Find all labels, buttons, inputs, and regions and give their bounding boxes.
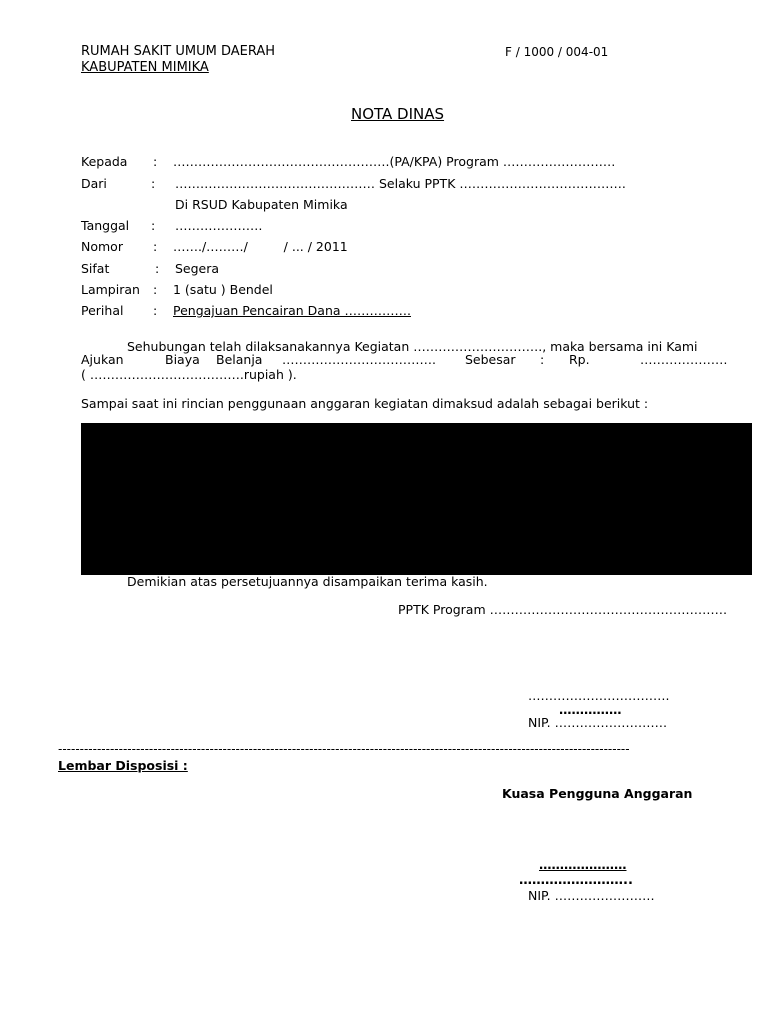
tanggal-colon: : bbox=[151, 218, 156, 233]
signature-name-dots: ……………………………. bbox=[528, 688, 670, 703]
signature-nip: NIP. ……………………… bbox=[528, 715, 668, 730]
paragraph-word-belanja: Belanja bbox=[216, 352, 263, 367]
paragraph-line-3: ( ……………………………….rupiah ). bbox=[81, 367, 297, 382]
kpa-nip: NIP. …………………… bbox=[528, 888, 655, 903]
closing-line: Demikian atas persetujuannya disampaikan terima kasih. bbox=[127, 574, 488, 589]
perihal-colon: : bbox=[153, 303, 158, 318]
document-title: NOTA DINAS bbox=[351, 105, 445, 123]
nomor-value: ……./………/ / ... / 2011 bbox=[173, 239, 348, 254]
tanggal-label: Tanggal bbox=[81, 218, 130, 233]
sifat-value: Segera bbox=[175, 261, 220, 276]
kpa-signature-dots: ………………… bbox=[539, 857, 627, 872]
paragraph-colon: : bbox=[540, 352, 545, 367]
kepada-value: …………………………………………….(PA/KPA) Program ……………………… bbox=[173, 154, 616, 169]
dari-colon: : bbox=[151, 176, 156, 191]
nomor-label: Nomor bbox=[81, 239, 123, 254]
perihal-value: Pengajuan Pencairan Dana ……………. bbox=[173, 303, 411, 318]
kepada-colon: : bbox=[153, 154, 158, 169]
paragraph-word-biaya: Biaya bbox=[165, 352, 200, 367]
kpa-name-dots: …………………….. bbox=[519, 873, 633, 888]
org-name-line2: KABUPATEN MIMIKA bbox=[81, 60, 209, 75]
form-code: F / 1000 / 004-01 bbox=[505, 45, 609, 59]
org-name-line1: RUMAH SAKIT UMUM DAERAH bbox=[81, 44, 276, 59]
sifat-colon: : bbox=[155, 261, 160, 276]
kepada-label: Kepada bbox=[81, 154, 128, 169]
lampiran-colon: : bbox=[153, 282, 158, 297]
paragraph-amount-words: ………………………………. bbox=[282, 352, 436, 367]
dari-value: ………………………………………… Selaku PPTK …………………………………. bbox=[175, 176, 626, 191]
paragraph-word-sebesar: Sebesar bbox=[465, 352, 516, 367]
paragraph-line-1: Sehubungan telah dilaksanakannya Kegiatan …………………………., maka bersama ini Kami bbox=[127, 339, 698, 354]
paragraph-amount: ………………… bbox=[640, 352, 728, 367]
redacted-budget-table bbox=[81, 423, 752, 575]
lembar-disposisi-label: Lembar Disposisi : bbox=[58, 758, 188, 773]
rincian-intro: Sampai saat ini rincian penggunaan anggaran kegiatan dimaksud adalah sebagai berikut : bbox=[81, 396, 649, 411]
dari-location: Di RSUD Kabupaten Mimika bbox=[175, 197, 348, 212]
paragraph-rp: Rp. bbox=[569, 352, 590, 367]
lampiran-value: 1 (satu ) Bendel bbox=[173, 282, 273, 297]
pptk-program-line: PPTK Program ………………………………………………… bbox=[398, 602, 728, 617]
nomor-colon: : bbox=[153, 239, 158, 254]
perihal-label: Perihal bbox=[81, 303, 124, 318]
section-divider: ------------------------------------------------------------------------------------------------------------------------------------ bbox=[58, 742, 630, 756]
dari-label: Dari bbox=[81, 176, 107, 191]
tanggal-value: ………………… bbox=[175, 218, 263, 233]
sifat-label: Sifat bbox=[81, 261, 110, 276]
paragraph-word-ajukan: Ajukan bbox=[81, 352, 124, 367]
lampiran-label: Lampiran bbox=[81, 282, 140, 297]
kpa-title: Kuasa Pengguna Anggaran bbox=[502, 786, 693, 801]
signature-name-bold: …………… bbox=[559, 702, 622, 717]
